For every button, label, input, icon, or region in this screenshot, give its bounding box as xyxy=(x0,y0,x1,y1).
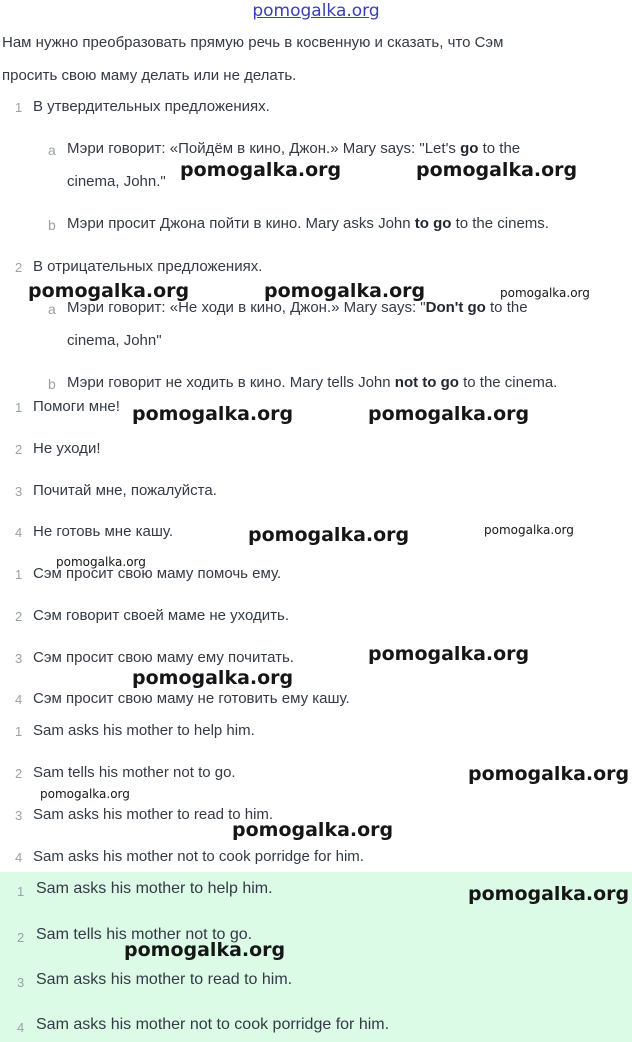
list-item: Не готовь мне кашу. xyxy=(33,523,174,540)
example-line-cont: cinema, John" xyxy=(67,332,162,349)
list-number: 1 xyxy=(15,400,23,415)
item-letter: a xyxy=(48,301,56,317)
answer-item: Sam asks his mother not to cook porridge for him. xyxy=(36,1016,390,1033)
list-number: 2 xyxy=(15,442,23,457)
list-number: 3 xyxy=(15,651,23,666)
example-line-cont: cinema, John." xyxy=(67,173,166,190)
answer-item: Sam asks his mother to read to him. xyxy=(36,971,293,988)
watermark: pomogalka.org xyxy=(28,280,190,302)
list-number: 4 xyxy=(15,525,23,540)
list-number: 2 xyxy=(15,766,23,781)
answer-item: Sam asks his mother to help him. xyxy=(36,880,273,897)
watermark: pomogalka.org xyxy=(500,286,590,300)
list-item: Не уходи! xyxy=(33,440,101,457)
example-line: Мэри говорит: «Не ходи в кино, Джон.» Mary says: "Don't go to the xyxy=(67,299,528,316)
watermark: pomogalka.org xyxy=(56,555,146,569)
intro-line-1: Нам нужно преобразовать прямую речь в косвенную и сказать, что Сэм xyxy=(2,34,504,51)
answer-number: 2 xyxy=(17,930,25,945)
section-title: В отрицательных предложениях. xyxy=(33,258,263,275)
answer-number: 3 xyxy=(17,975,25,990)
section-title: В утвердительных предложениях. xyxy=(33,98,270,115)
example-line: Мэри говорит: «Пойдём в кино, Джон.» Mary says: "Let's go to the xyxy=(67,140,521,157)
watermark: pomogalka.org xyxy=(416,159,578,181)
list-item: Sam tells his mother not to go. xyxy=(33,764,236,781)
list-item: Sam asks his mother not to cook porridge for him. xyxy=(33,848,364,865)
list-number: 3 xyxy=(15,484,23,499)
list-item: Почитай мне, пожалуйста. xyxy=(33,482,217,499)
watermark: pomogalka.org xyxy=(264,280,426,302)
watermark: pomogalka.org xyxy=(468,883,630,905)
section-number: 1 xyxy=(15,100,23,115)
highlighted-word: not to go xyxy=(394,374,459,391)
watermark: pomogalka.org xyxy=(368,403,530,425)
intro-line-2: просить свою маму делать или не делать. xyxy=(2,67,297,84)
item-letter: b xyxy=(48,217,56,233)
list-item: Sam asks his mother to read to him. xyxy=(33,806,274,823)
list-number: 3 xyxy=(15,808,23,823)
watermark: pomogalka.org xyxy=(232,819,394,841)
list-number: 2 xyxy=(15,609,23,624)
section-number: 2 xyxy=(15,260,23,275)
list-item: Сэм просит свою маму ему почитать. xyxy=(33,649,294,666)
list-item: Помоги мне! xyxy=(33,398,120,415)
watermark: pomogalka.org xyxy=(40,787,130,801)
list-item: Sam asks his mother to help him. xyxy=(33,722,255,739)
watermark: pomogalka.org xyxy=(124,939,286,961)
site-header-link[interactable]: pomogalka.org xyxy=(252,1,380,21)
watermark: pomogalka.org xyxy=(248,524,410,546)
watermark: pomogalka.org xyxy=(132,667,294,689)
item-letter: a xyxy=(48,142,56,158)
list-number: 4 xyxy=(15,850,23,865)
list-item: Сэм говорит своей маме не уходить. xyxy=(33,607,289,624)
answer-number: 4 xyxy=(17,1020,25,1035)
list-number: 1 xyxy=(15,567,23,582)
watermark: pomogalka.org xyxy=(132,403,294,425)
highlighted-word: go xyxy=(460,140,479,157)
watermark: pomogalka.org xyxy=(468,763,630,785)
answer-item: Sam tells his mother not to go. xyxy=(36,926,253,943)
list-number: 1 xyxy=(15,724,23,739)
list-number: 4 xyxy=(15,692,23,707)
example-line: Мэри говорит не ходить в кино. Mary tells John not to go to the cinema. xyxy=(67,374,558,391)
list-item: Сэм просит свою маму не готовить ему кашу. xyxy=(33,690,350,707)
answer-number: 1 xyxy=(17,884,25,899)
highlighted-word: to go xyxy=(414,215,452,232)
example-line: Мэри просит Джона пойти в кино. Mary asks John to go to the cinems. xyxy=(67,215,549,232)
item-letter: b xyxy=(48,376,56,392)
highlighted-word: Don't go xyxy=(425,299,486,316)
watermark: pomogalka.org xyxy=(180,159,342,181)
watermark: pomogalka.org xyxy=(484,523,574,537)
list-item: Сэм просит свою маму помочь ему. xyxy=(33,565,282,582)
watermark: pomogalka.org xyxy=(368,643,530,665)
